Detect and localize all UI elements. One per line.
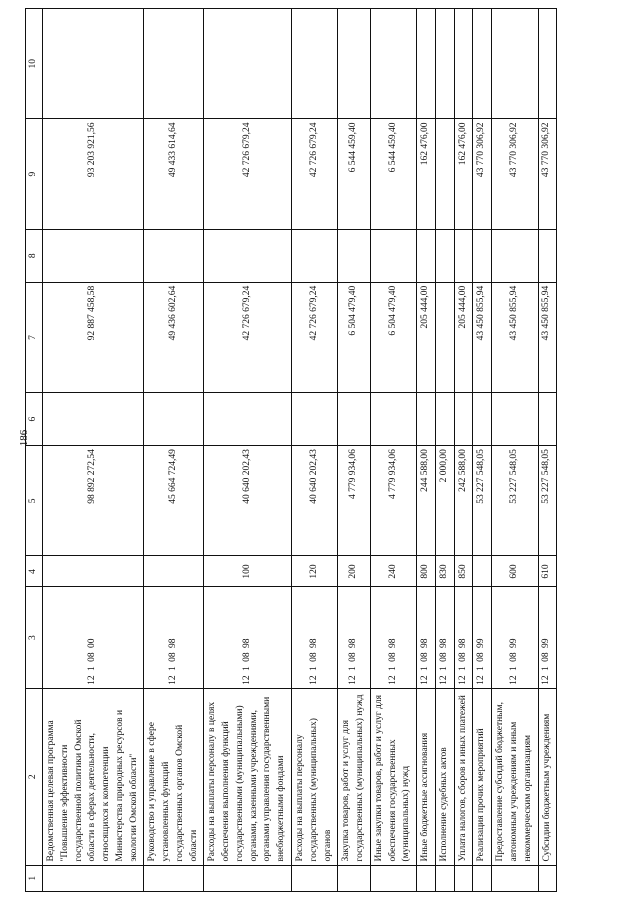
row-amount-col8	[454, 229, 473, 282]
row-expense-type: 120	[292, 556, 338, 587]
row-expense-type: 850	[454, 556, 473, 587]
row-amount-col5: 2 000,00	[435, 446, 454, 556]
table-row	[204, 9, 292, 892]
row-amount-col9: 42 726 679,24	[204, 119, 292, 229]
row-amount-col10	[204, 9, 292, 119]
row-expense-type: 240	[370, 556, 416, 587]
row-name: Уплата налогов, сборов и иных платежей	[454, 688, 473, 865]
row-amount-col10	[435, 9, 454, 119]
row-amount-col7: 92 887 458,58	[43, 282, 144, 392]
row-target-code: 12 1 08 98	[338, 587, 371, 689]
row-amount-col6	[292, 393, 338, 446]
table-row	[417, 9, 436, 892]
row-amount-col8	[435, 229, 454, 282]
row-amount-col9: 93 203 921,56	[43, 119, 144, 229]
header-cell: 4	[26, 556, 43, 587]
row-amount-col8	[338, 229, 371, 282]
row-amount-col9: 6 544 459,40	[338, 119, 371, 229]
row-expense-type: 100	[204, 556, 292, 587]
table-row	[492, 9, 538, 892]
row-amount-col5: 40 640 202,43	[204, 446, 292, 556]
row-expense-type: 200	[338, 556, 371, 587]
row-index-cell	[492, 865, 538, 891]
row-amount-col8	[417, 229, 436, 282]
row-amount-col6	[454, 393, 473, 446]
row-amount-col9: 162 476,00	[417, 119, 436, 229]
table-body	[43, 9, 557, 892]
row-expense-type: 800	[417, 556, 436, 587]
row-amount-col10	[338, 9, 371, 119]
row-index-cell	[144, 865, 204, 891]
row-target-code: 12 1 08 00	[43, 587, 144, 689]
header-cell: 6	[26, 393, 43, 446]
row-amount-col9: 42 726 679,24	[292, 119, 338, 229]
row-amount-col10	[144, 9, 204, 119]
row-amount-col5: 4 779 934,06	[370, 446, 416, 556]
row-name: Иные бюджетные ассигнования	[417, 688, 436, 865]
row-amount-col7: 49 436 602,64	[144, 282, 204, 392]
row-index-cell	[538, 865, 557, 891]
row-amount-col9	[435, 119, 454, 229]
row-amount-col9: 43 770 306,92	[538, 119, 557, 229]
row-amount-col6	[370, 393, 416, 446]
row-expense-type	[473, 556, 492, 587]
row-amount-col5: 40 640 202,43	[292, 446, 338, 556]
row-amount-col8	[204, 229, 292, 282]
table-row	[435, 9, 454, 892]
page-number: 186	[18, 429, 30, 447]
header-row	[26, 9, 43, 892]
row-amount-col5: 53 227 548,05	[473, 446, 492, 556]
row-amount-col5: 244 588,00	[417, 446, 436, 556]
table-row	[538, 9, 557, 892]
row-expense-type: 600	[492, 556, 538, 587]
row-name: Расходы на выплаты персоналу в целях обеспечения выполнения функций государственными (муниципальными) органами, казенными учреждениями, органами управления государственными внебюджетными фондами	[204, 688, 292, 865]
row-name: Руководство и управление в сфере установленных функций государственных органов Омской области	[144, 688, 204, 865]
header-cell: 10	[26, 9, 43, 119]
budget-table	[25, 8, 557, 892]
row-amount-col6	[473, 393, 492, 446]
row-amount-col5: 98 892 272,54	[43, 446, 144, 556]
row-target-code: 12 1 08 98	[454, 587, 473, 689]
table-row	[43, 9, 144, 892]
row-amount-col7: 205 444,00	[454, 282, 473, 392]
row-amount-col5: 4 779 934,06	[338, 446, 371, 556]
row-index-cell	[473, 865, 492, 891]
header-cell: 8	[26, 229, 43, 282]
row-name: Иные закупки товаров, работ и услуг для обеспечения государственных (муниципальных) нужд	[370, 688, 416, 865]
row-amount-col8	[144, 229, 204, 282]
row-amount-col9: 43 770 306,92	[492, 119, 538, 229]
row-amount-col10	[370, 9, 416, 119]
row-amount-col8	[538, 229, 557, 282]
table-row	[473, 9, 492, 892]
row-amount-col6	[538, 393, 557, 446]
row-amount-col7: 43 450 855,94	[473, 282, 492, 392]
row-target-code: 12 1 08 99	[538, 587, 557, 689]
row-amount-col10	[492, 9, 538, 119]
row-expense-type	[43, 556, 144, 587]
row-amount-col10	[454, 9, 473, 119]
row-target-code: 12 1 08 99	[473, 587, 492, 689]
header-cell: 5	[26, 446, 43, 556]
header-cell: 3	[26, 587, 43, 689]
row-index-cell	[204, 865, 292, 891]
row-amount-col5: 53 227 548,05	[492, 446, 538, 556]
row-name: Закупка товаров, работ и услуг для государственных (муниципальных) нужд	[338, 688, 371, 865]
row-amount-col5: 45 664 724,49	[144, 446, 204, 556]
row-index-cell	[292, 865, 338, 891]
row-index-cell	[43, 865, 144, 891]
row-amount-col6	[435, 393, 454, 446]
row-amount-col5: 53 227 548,05	[538, 446, 557, 556]
row-target-code: 12 1 08 99	[492, 587, 538, 689]
row-target-code: 12 1 08 98	[370, 587, 416, 689]
row-target-code: 12 1 08 98	[435, 587, 454, 689]
row-amount-col10	[43, 9, 144, 119]
table-row	[370, 9, 416, 892]
row-amount-col10	[417, 9, 436, 119]
row-amount-col8	[292, 229, 338, 282]
table-row	[454, 9, 473, 892]
row-amount-col9: 6 544 459,40	[370, 119, 416, 229]
row-index-cell	[338, 865, 371, 891]
row-amount-col6	[417, 393, 436, 446]
row-target-code: 12 1 08 98	[417, 587, 436, 689]
row-index-cell	[435, 865, 454, 891]
row-expense-type: 830	[435, 556, 454, 587]
row-amount-col6	[492, 393, 538, 446]
row-amount-col7: 6 504 479,40	[338, 282, 371, 392]
row-name: Субсидии бюджетным учреждениям	[538, 688, 557, 865]
row-amount-col10	[473, 9, 492, 119]
row-amount-col5: 242 588,00	[454, 446, 473, 556]
row-amount-col7	[435, 282, 454, 392]
row-amount-col6	[43, 393, 144, 446]
header-cell: 7	[26, 282, 43, 392]
header-cell: 9	[26, 119, 43, 229]
row-amount-col7: 42 726 679,24	[292, 282, 338, 392]
row-amount-col9: 43 770 306,92	[473, 119, 492, 229]
row-amount-col7: 205 444,00	[417, 282, 436, 392]
header-cell: 1	[26, 865, 43, 891]
row-index-cell	[454, 865, 473, 891]
row-name: Реализация прочих мероприятий	[473, 688, 492, 865]
row-expense-type	[144, 556, 204, 587]
row-name: Исполнение судебных актов	[435, 688, 454, 865]
row-amount-col8	[473, 229, 492, 282]
table-row	[338, 9, 371, 892]
row-amount-col10	[538, 9, 557, 119]
row-amount-col7: 42 726 679,24	[204, 282, 292, 392]
row-index-cell	[417, 865, 436, 891]
budget-table-sheet	[25, 8, 615, 892]
row-target-code: 12 1 08 98	[144, 587, 204, 689]
row-amount-col8	[370, 229, 416, 282]
row-index-cell	[370, 865, 416, 891]
row-expense-type: 610	[538, 556, 557, 587]
row-amount-col6	[144, 393, 204, 446]
row-target-code: 12 1 08 98	[292, 587, 338, 689]
row-amount-col9: 49 433 614,64	[144, 119, 204, 229]
row-amount-col7: 6 504 479,40	[370, 282, 416, 392]
row-amount-col8	[43, 229, 144, 282]
row-amount-col7: 43 450 855,94	[538, 282, 557, 392]
row-amount-col10	[292, 9, 338, 119]
header-cell: 2	[26, 688, 43, 865]
table-row	[292, 9, 338, 892]
row-amount-col8	[492, 229, 538, 282]
row-amount-col6	[338, 393, 371, 446]
row-amount-col7: 43 450 855,94	[492, 282, 538, 392]
row-target-code: 12 1 08 98	[204, 587, 292, 689]
row-name: Ведомственная целевая программа "Повышение эффективности государственной политики Омской области в сферах деятельности, относящихся к компетенции Министерства природных ресурсов и экологии Омской области"	[43, 688, 144, 865]
table-row	[144, 9, 204, 892]
row-amount-col9: 162 476,00	[454, 119, 473, 229]
row-name: Предоставление субсидий бюджетным, автономным учреждениям и иным некоммерческим организациям	[492, 688, 538, 865]
row-name: Расходы на выплаты персоналу государственных (муниципальных) органов	[292, 688, 338, 865]
row-amount-col6	[204, 393, 292, 446]
